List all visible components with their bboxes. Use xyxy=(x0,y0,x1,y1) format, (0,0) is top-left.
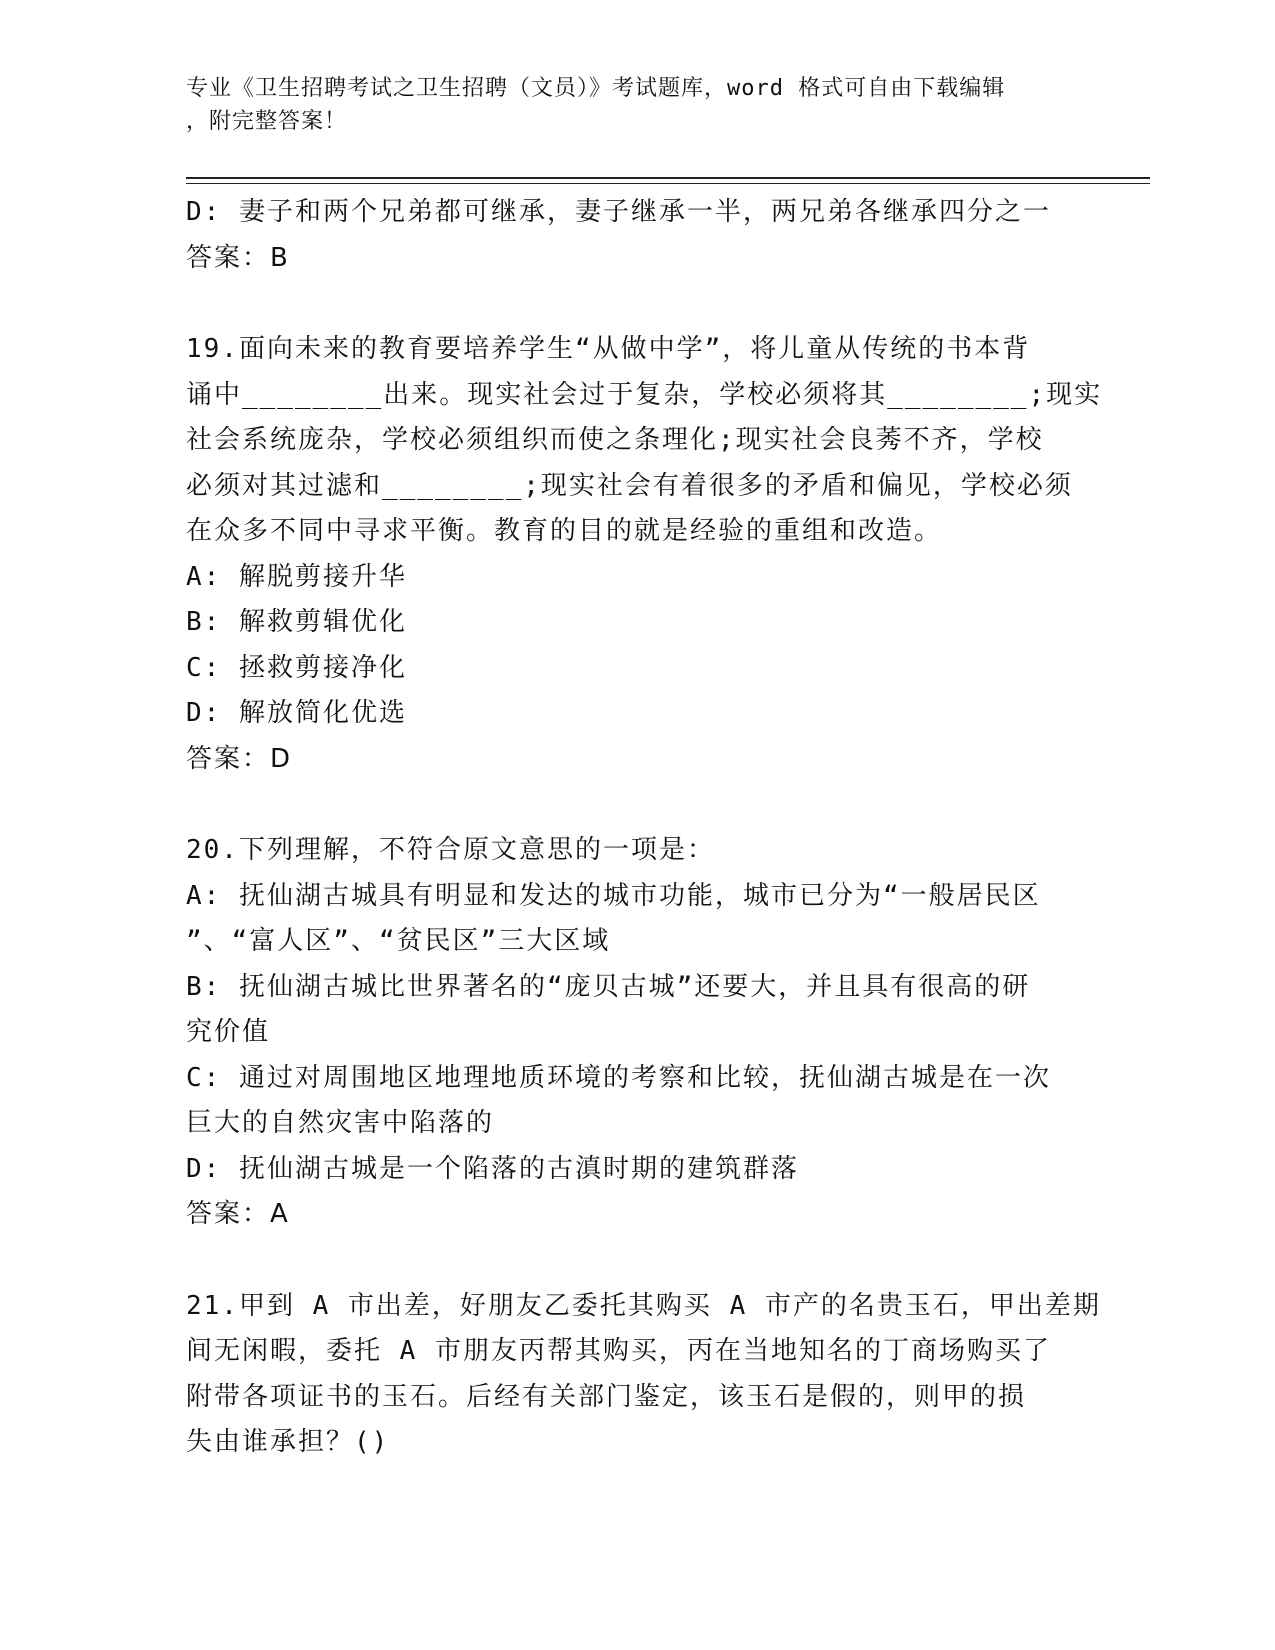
q21-stem-line-2: 间无闲暇，委托 A 市朋友丙帮其购买，丙在当地知名的丁商场购买了 xyxy=(186,1336,1051,1366)
q20-option-c-line-2: 巨大的自然灾害中陷落的 xyxy=(186,1108,495,1138)
q21-stem-line-4: 失由谁承担？() xyxy=(186,1427,390,1457)
question-21 xyxy=(186,1284,1101,1466)
q19-stem-line-3: 社会系统庞杂，学校必须组织而使之条理化;现实社会良莠不齐，学校 xyxy=(186,425,1044,455)
q20-option-a-line-1: A: 抚仙湖古城具有明显和发达的城市功能，城市已分为“一般居民区 xyxy=(186,880,1041,911)
q18-option-d: D: 妻子和两个兄弟都可继承，妻子继承一半，两兄弟各继承四分之一 xyxy=(186,197,1051,227)
q18-answer: 答案：B xyxy=(186,242,290,273)
q20-answer: 答案：A xyxy=(186,1199,290,1229)
q19-option-c: C: 拯救剪接净化 xyxy=(186,652,407,683)
q20-option-a-line-2: ”、“富人区”、“贫民区”三大区域 xyxy=(186,926,611,956)
document-body xyxy=(186,190,1103,1466)
q20-option-d: D: 抚仙湖古城是一个陷落的古滇时期的建筑群落 xyxy=(186,1153,799,1184)
question-20 xyxy=(186,828,1066,1238)
q19-answer: 答案：D xyxy=(186,743,293,774)
header-line-2: ，附完整答案！ xyxy=(186,109,348,134)
question-19 xyxy=(186,327,1103,782)
q19-stem-line-1: 19.面向未来的教育要培养学生“从做中学”，将儿童从传统的书本背 xyxy=(186,334,1031,364)
q19-option-a: A: 解脱剪接升华 xyxy=(186,561,407,592)
q20-stem: 20.下列理解，不符合原文意思的一项是： xyxy=(186,835,715,865)
q19-stem-line-2: 诵中________出来。现实社会过于复杂，学校必须将其________;现实 xyxy=(186,379,1103,410)
spacer xyxy=(186,782,1066,828)
q20-option-b-line-1: B: 抚仙湖古城比世界著名的“庞贝古城”还要大，并且具有很高的研 xyxy=(186,971,1031,1002)
q21-stem-line-3: 附带各项证书的玉石。后经有关部门鉴定，该玉石是假的，则甲的损 xyxy=(186,1381,1027,1412)
header-rule-thick xyxy=(186,177,1150,179)
document-header xyxy=(186,72,1066,138)
question-18-tail xyxy=(186,190,1066,281)
q20-option-b-line-2: 究价值 xyxy=(186,1017,271,1047)
q19-stem-line-4: 必须对其过滤和________;现实社会有着很多的矛盾和偏见，学校必须 xyxy=(186,470,1073,501)
q19-stem-line-5: 在众多不同中寻求平衡。教育的目的就是经验的重组和改造。 xyxy=(186,516,943,546)
header-rule-thin xyxy=(186,183,1150,184)
header-line-1: 专业《卫生招聘考试之卫生招聘（文员）》考试题库，word 格式可自由下载编辑 xyxy=(186,76,1006,101)
q21-stem-line-1: 21.甲到 A 市出差，好朋友乙委托其购买 A 市产的名贵玉石，甲出差期 xyxy=(186,1290,1101,1321)
q19-option-b: B: 解救剪辑优化 xyxy=(186,607,407,637)
spacer xyxy=(186,281,1066,327)
q20-option-c-line-1: C: 通过对周围地区地理地质环境的考察和比较，抚仙湖古城是在一次 xyxy=(186,1062,1051,1093)
q19-option-d: D: 解放简化优选 xyxy=(186,698,407,728)
spacer xyxy=(186,1238,1066,1284)
